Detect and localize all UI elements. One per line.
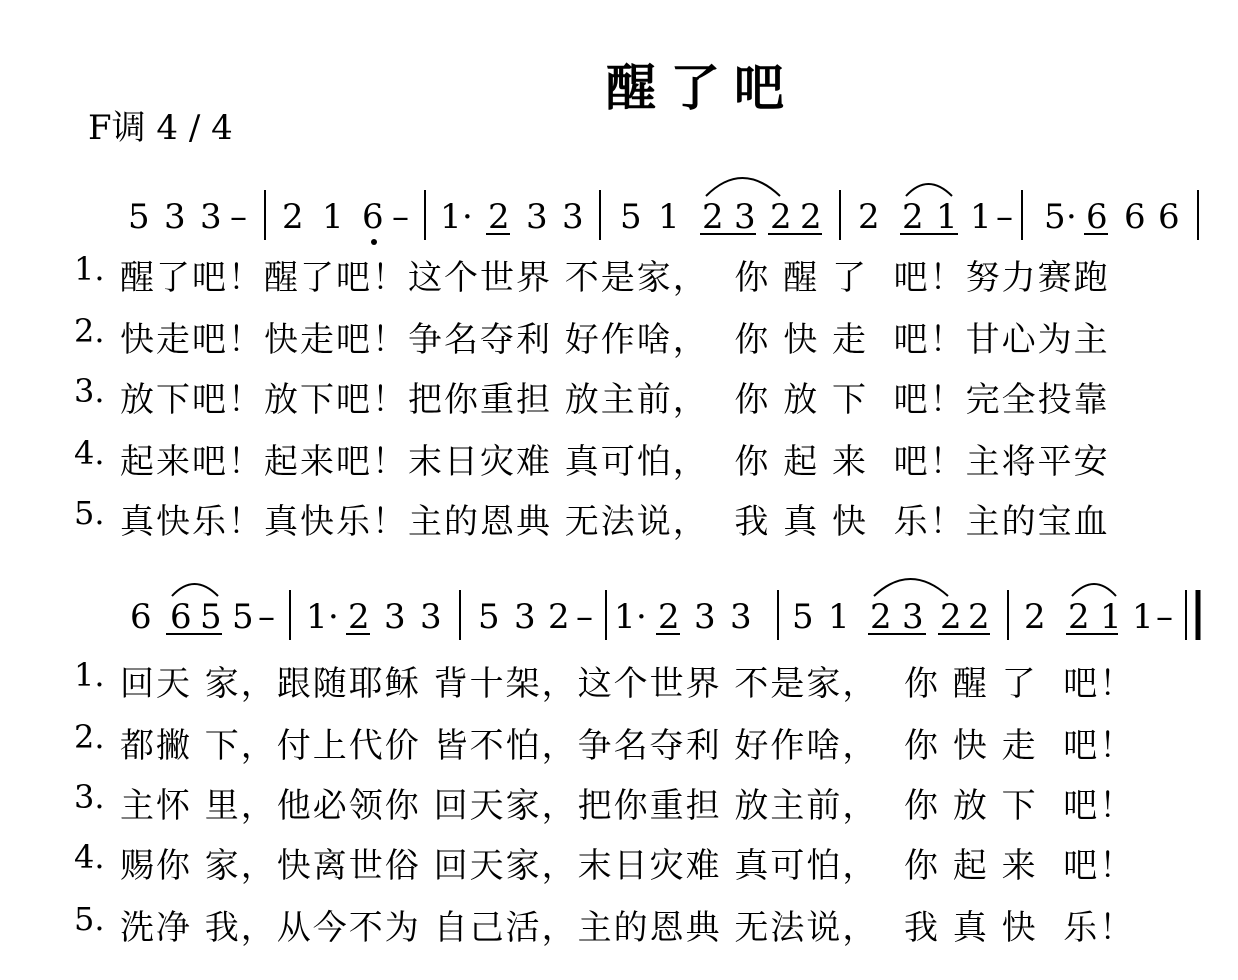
- lyric-row: [0, 718, 1238, 768]
- slur: [1072, 584, 1116, 596]
- note: 2: [282, 197, 304, 237]
- note: 5: [200, 597, 222, 637]
- verse-number: 3.: [74, 372, 105, 410]
- note: 1: [614, 597, 636, 637]
- lyric-text: 主怀 里，他必领你 回天家，把你重担 放主前， 你 放 下 吧！: [120, 786, 1136, 826]
- lyric-text: 醒了吧！醒了吧！这个世界 不是家， 你 醒 了 吧！努力赛跑: [120, 258, 1110, 298]
- dash: –: [576, 597, 593, 637]
- lyric-text: 回天 家，跟随耶稣 背十架，这个世界 不是家， 你 醒 了 吧！: [120, 664, 1136, 704]
- note: 1: [306, 597, 328, 637]
- note: 6: [1124, 197, 1146, 237]
- slur: [706, 178, 780, 196]
- verse-number: 1.: [74, 656, 105, 694]
- note: 2: [770, 197, 792, 237]
- lyric-row: [0, 250, 1238, 300]
- note: 3: [200, 197, 222, 237]
- low-octave-dot: [371, 239, 377, 245]
- lyric-text: 真快乐！真快乐！主的恩典 无法说， 我 真 快 乐！主的宝血: [120, 502, 1110, 542]
- note: 6: [130, 597, 152, 637]
- dot: ·: [1066, 197, 1077, 237]
- note: 5: [1044, 197, 1066, 237]
- note: 5: [478, 597, 500, 637]
- note: 6: [1158, 197, 1180, 237]
- note: 3: [562, 197, 584, 237]
- lyric-row: [0, 900, 1238, 950]
- note: 1: [440, 197, 462, 237]
- slur: [874, 579, 948, 596]
- note: 1: [936, 197, 958, 237]
- slur: [906, 184, 952, 196]
- note: 3: [526, 197, 548, 237]
- note: 1: [1132, 597, 1154, 637]
- note: 2: [800, 197, 822, 237]
- note: 3: [902, 597, 924, 637]
- song-title: 醒了吧: [606, 59, 798, 117]
- dot: ·: [462, 197, 473, 237]
- lyric-row: [0, 494, 1238, 544]
- dash: –: [996, 197, 1013, 237]
- lyric-text: 洗净 我，从今不为 自己活，主的恩典 无法说， 我 真 快 乐！: [120, 908, 1136, 948]
- key-time-signature: F调 4 / 4: [88, 108, 233, 148]
- slur: [172, 584, 218, 596]
- lyric-row: [0, 434, 1238, 484]
- lyric-row: [0, 312, 1238, 362]
- dot: ·: [328, 597, 339, 637]
- verse-number: 2.: [74, 718, 105, 756]
- note: 2: [702, 197, 724, 237]
- note: 5: [232, 597, 254, 637]
- verse-number: 4.: [74, 838, 105, 876]
- note: 3: [694, 597, 716, 637]
- lyric-row: [0, 838, 1238, 888]
- note: 1: [970, 197, 992, 237]
- lyric-text: 起来吧！起来吧！末日灾难 真可怕， 你 起 来 吧！主将平安: [120, 442, 1110, 482]
- lyric-text: 赐你 家，快离世俗 回天家，末日灾难 真可怕， 你 起 来 吧！: [120, 846, 1136, 886]
- note: 1: [828, 597, 850, 637]
- note: 2: [940, 597, 962, 637]
- note: 2: [968, 597, 990, 637]
- note: 2: [1024, 597, 1046, 637]
- note: 3: [164, 197, 186, 237]
- verse-number: 5.: [74, 900, 105, 938]
- note: 2: [870, 597, 892, 637]
- note: 6: [362, 197, 384, 237]
- note: 2: [488, 197, 510, 237]
- note: 6: [1086, 197, 1108, 237]
- note: 3: [730, 597, 752, 637]
- dash: –: [230, 197, 247, 237]
- note: 1: [1100, 597, 1122, 637]
- verse-number: 4.: [74, 434, 105, 472]
- note: 2: [658, 597, 680, 637]
- note: 2: [548, 597, 570, 637]
- note: 5: [620, 197, 642, 237]
- lyric-text: 都撇 下，付上代价 皆不怕，争名夺利 好作啥， 你 快 走 吧！: [120, 726, 1136, 766]
- note: 2: [902, 197, 924, 237]
- dot: ·: [636, 597, 647, 637]
- note: 3: [420, 597, 442, 637]
- note: 1: [658, 197, 680, 237]
- lyric-row: [0, 656, 1238, 706]
- lyric-row: [0, 372, 1238, 422]
- lyric-row: [0, 778, 1238, 828]
- verse-number: 2.: [74, 312, 105, 350]
- dash: –: [1156, 597, 1173, 637]
- verse-number: 1.: [74, 250, 105, 288]
- dash: –: [392, 197, 409, 237]
- note: 1: [322, 197, 344, 237]
- note: 2: [348, 597, 370, 637]
- note: 2: [858, 197, 880, 237]
- note: 3: [384, 597, 406, 637]
- note: 5: [792, 597, 814, 637]
- lyric-text: 放下吧！放下吧！把你重担 放主前， 你 放 下 吧！完全投靠: [120, 380, 1110, 420]
- verse-number: 3.: [74, 778, 105, 816]
- note: 3: [514, 597, 536, 637]
- note: 6: [170, 597, 192, 637]
- note: 2: [1068, 597, 1090, 637]
- note: 5: [128, 197, 150, 237]
- dash: –: [258, 597, 275, 637]
- note: 3: [734, 197, 756, 237]
- line2-notes: [130, 597, 1173, 637]
- lyric-text: 快走吧！快走吧！争名夺利 好作啥， 你 快 走 吧！甘心为主: [120, 320, 1110, 360]
- verse-number: 5.: [74, 494, 105, 532]
